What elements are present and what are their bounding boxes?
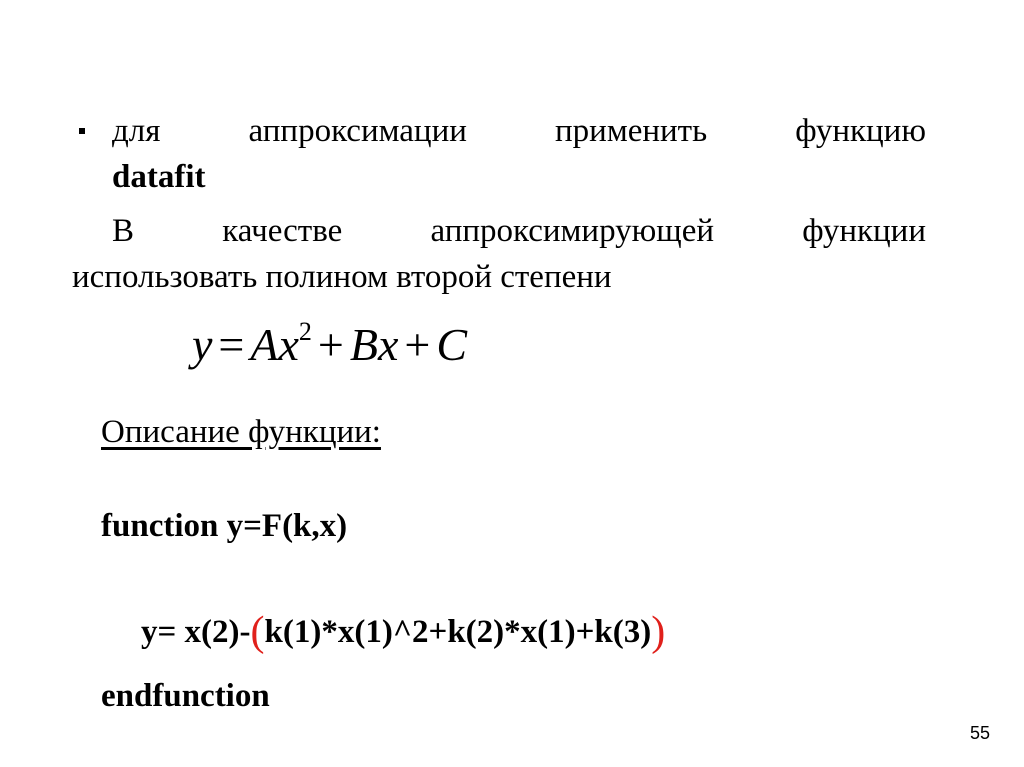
formula-x: x <box>278 319 299 370</box>
formula-plus-1: + <box>317 319 344 370</box>
formula-x-2: x <box>377 319 399 370</box>
formula-power: 2 <box>298 316 312 346</box>
formula-y: y <box>192 319 213 370</box>
bullet-square-icon <box>79 128 85 134</box>
red-close-paren: ) <box>651 609 666 655</box>
paragraph-line-1: В качестве аппроксимирующей функции <box>112 213 926 249</box>
page-number: 55 <box>970 723 991 743</box>
code-body-prefix: y= x(2)- <box>141 614 251 650</box>
red-open-paren: ( <box>250 609 265 655</box>
formula-B: B <box>349 319 378 370</box>
formula-plus-2: + <box>404 319 431 370</box>
code-line-body <box>141 608 665 656</box>
paragraph-line-2: использовать полином второй степени <box>72 259 612 295</box>
bullet-text-line-1: для аппроксимации применить функцию <box>112 113 926 149</box>
bullet-text-datafit: datafit <box>112 159 206 195</box>
formula-C: C <box>436 319 468 370</box>
code-line-endfunction: endfunction <box>101 678 270 714</box>
polynomial-formula <box>192 318 467 371</box>
formula-A: A <box>250 319 279 370</box>
description-heading: Описание функции: <box>101 414 381 450</box>
code-body-expression: k(1)*x(1)^2+k(2)*x(1)+k(3) <box>264 614 652 650</box>
code-line-function: function y=F(k,x) <box>101 508 348 544</box>
formula-equals: = <box>218 319 245 370</box>
